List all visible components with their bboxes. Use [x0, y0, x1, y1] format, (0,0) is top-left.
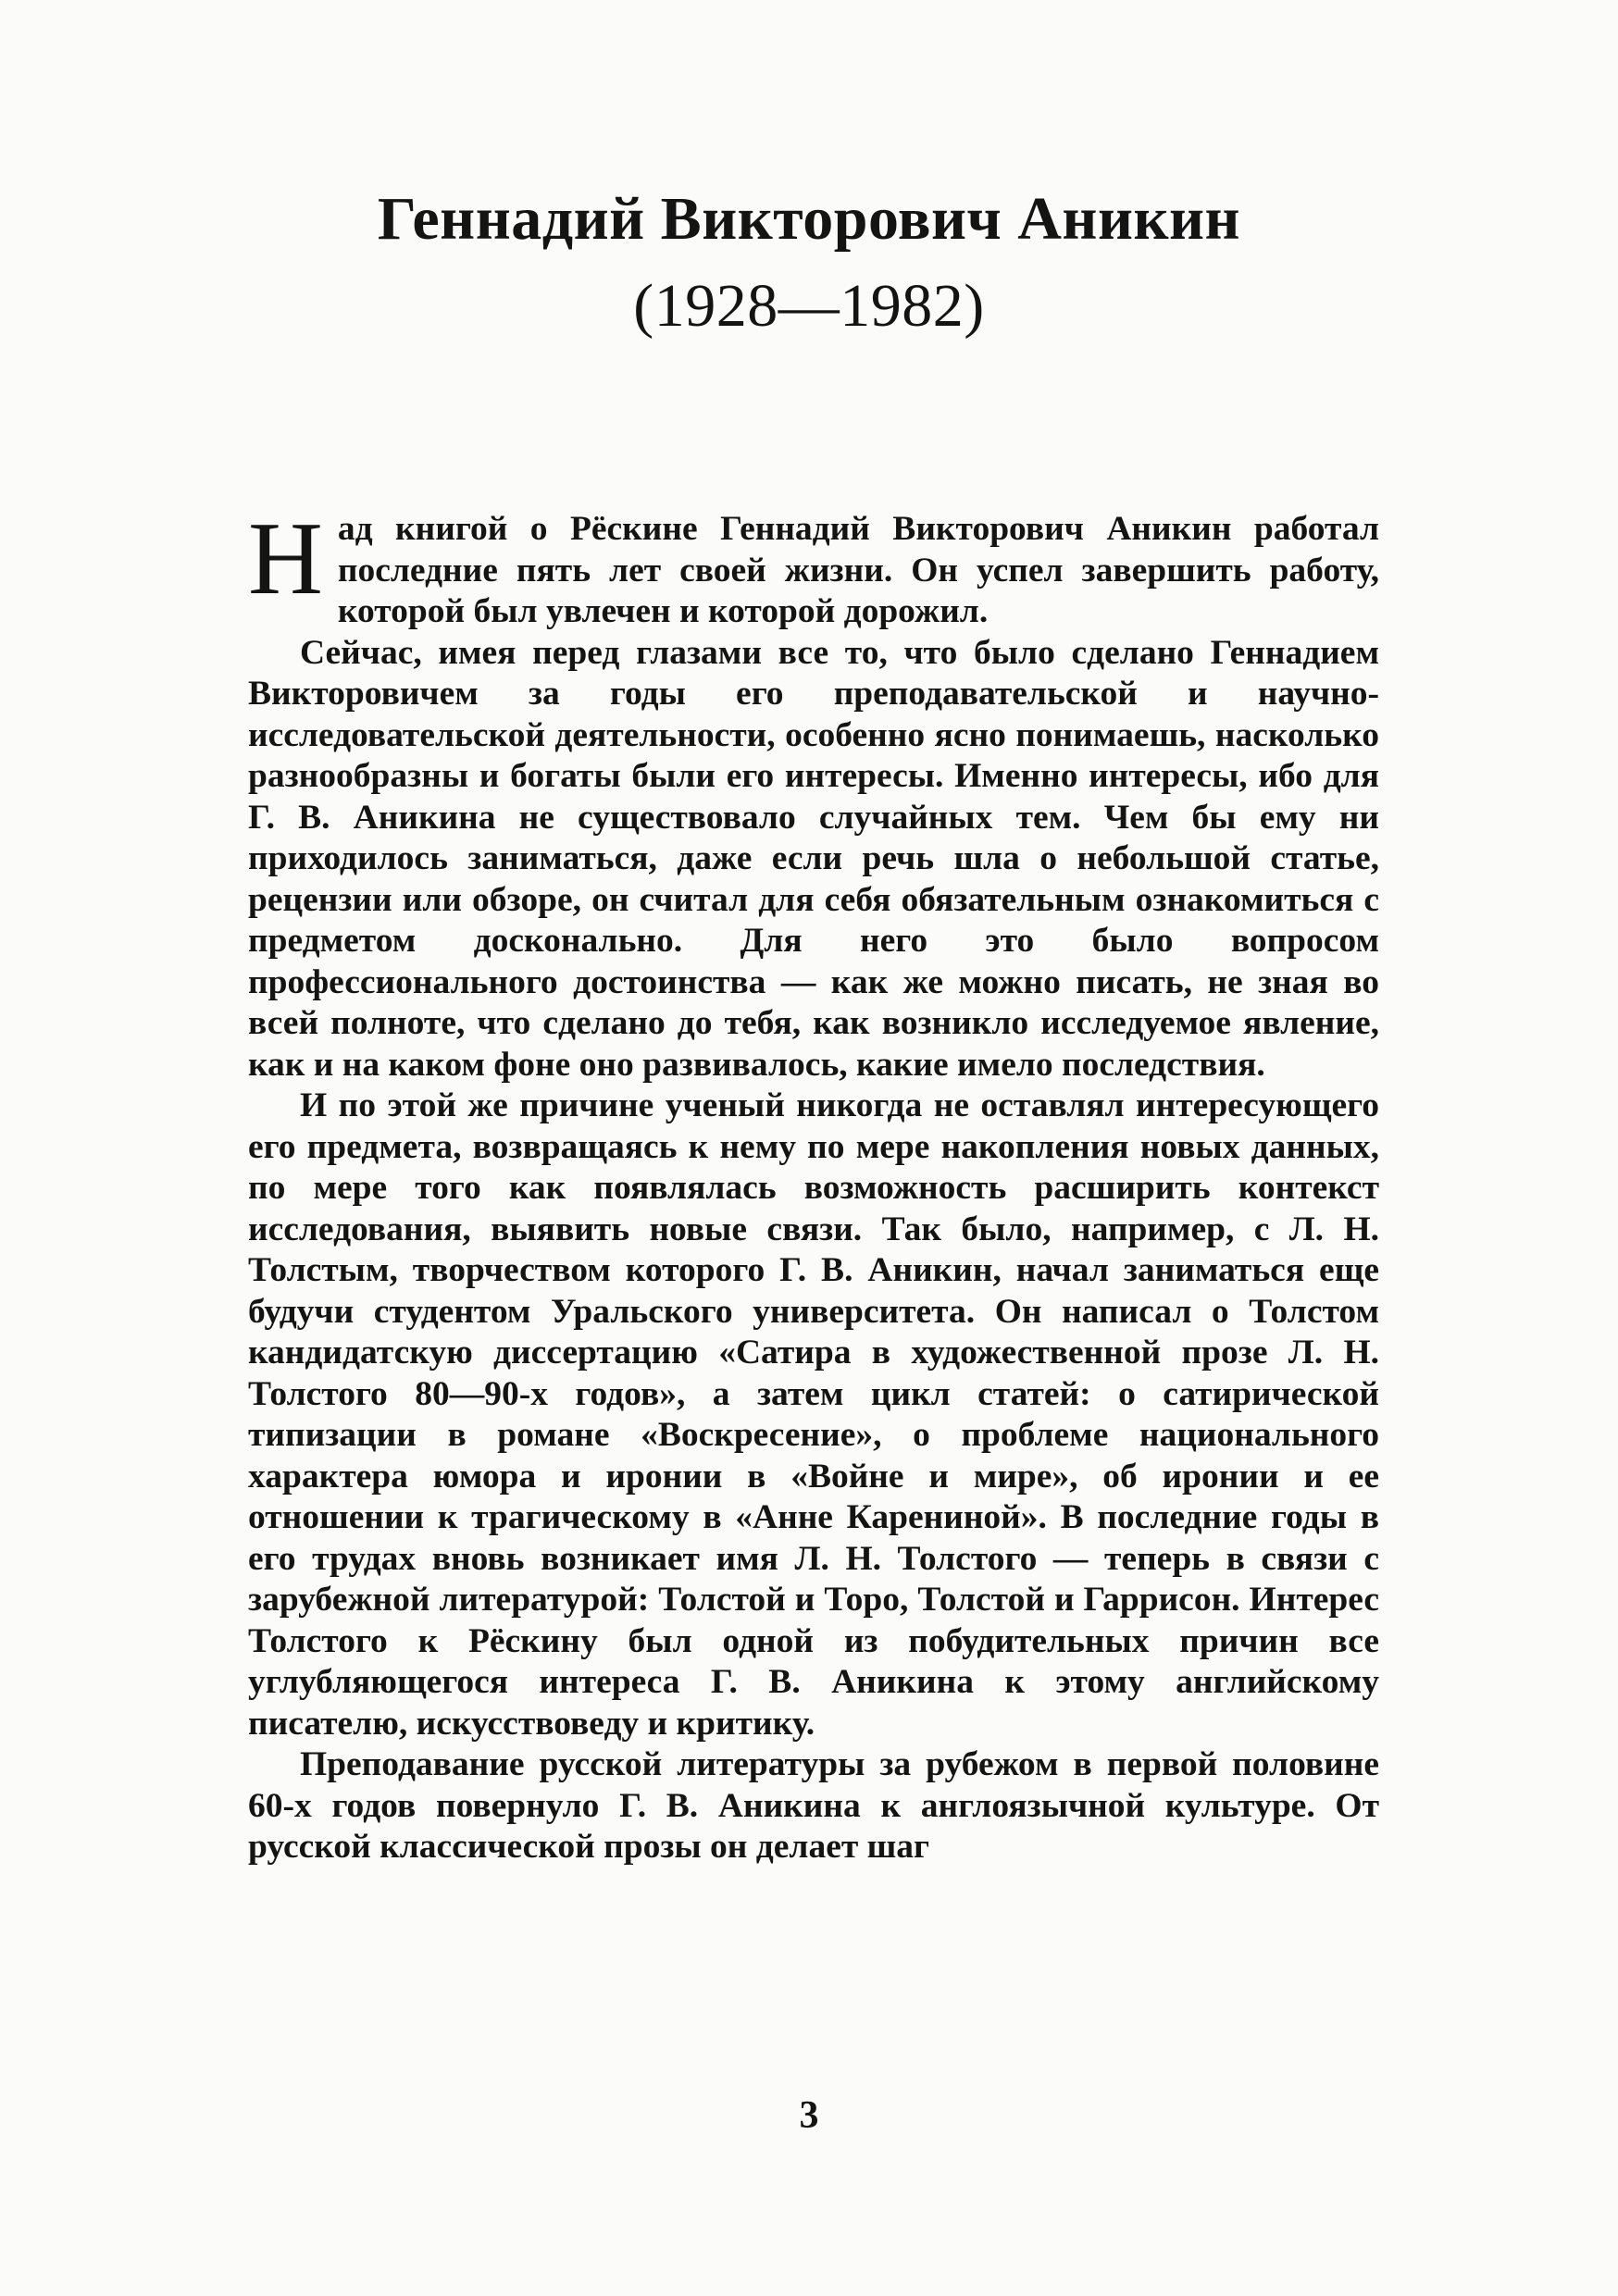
page-number: 3 — [799, 2094, 819, 2137]
drop-cap: Н — [248, 502, 323, 616]
paragraph-4: Преподавание русской литературы за рубежом в первой половине 60-х годов повернуло Г. В. Аникина к англоязычной культуре. От русской классической прозы он делает шаг — [248, 1745, 1379, 1866]
author-name: Геннадий Викторович Аникин — [377, 185, 1241, 253]
paragraph-2: Сейчас, имея перед глазами все то, что было сделано Геннадием Викторовичем за годы его преподавательской и научно-исследовательской деятельности, особенно ясно понимаешь, насколько разнообразны и богаты были его интересы. Именно интересы, ибо для Г. В. Аникина не существовало случайных тем. Чем бы ему ни приходилось заниматься, даже если речь шла о небольшой статье, рецензии или обзоре, он считал для себя обязательным ознакомиться с предметом досконально. Для него это было вопросом профессионального достоинства — как же можно писать, не зная во всей полноте, что сделано до тебя, как возникло исследуемое явление, как и на каком фоне оно развивалось, какие имело последствия. — [248, 633, 1379, 1084]
paragraph-3: И по этой же причине ученый никогда не оставлял интересующего его предмета, возвращаясь к нему по мере накопления новых данных, по мере того как появлялась возможность расширить контекст исследования, выявить новые связи. Так было, например, с Л. Н. Толстым, творчеством которого Г. В. Аникин, начал заниматься еще будучи студентом Уральского университета. Он написал о Толстом кандидатскую диссертацию «Сатира в художественной прозе Л. Н. Толстого 80—90-х годов», а затем цикл статей: о сатирической типизации в романе «Воскресение», о проблеме национального характера юмора и иронии в «Войне и мире», об иронии и ее отношении к трагическому в «Анне Карениной». В последние годы в его трудах вновь возникает имя Л. Н. Толстого — теперь в связи с зарубежной литературой: Толстой и Торо, Толстой и Гаррисон. Интерес Толстого к Рёскину был одной из побудительных причин все углубляющегося интереса Г. В. Аникина к этому английскому писателю, искусствоведу и критику. — [248, 1086, 1379, 1743]
body-text — [248, 502, 1379, 1868]
paragraph-1 — [248, 502, 1379, 633]
author-dates: (1928—1982) — [633, 272, 985, 340]
paragraph-text: ад книгой о Рёскине Геннадий Викторович Аникин работал последние пять лет своей жизни. Он успел завершить работу, которой был увлечен и которой дорожил. — [337, 510, 1379, 630]
page-title — [0, 176, 1618, 350]
